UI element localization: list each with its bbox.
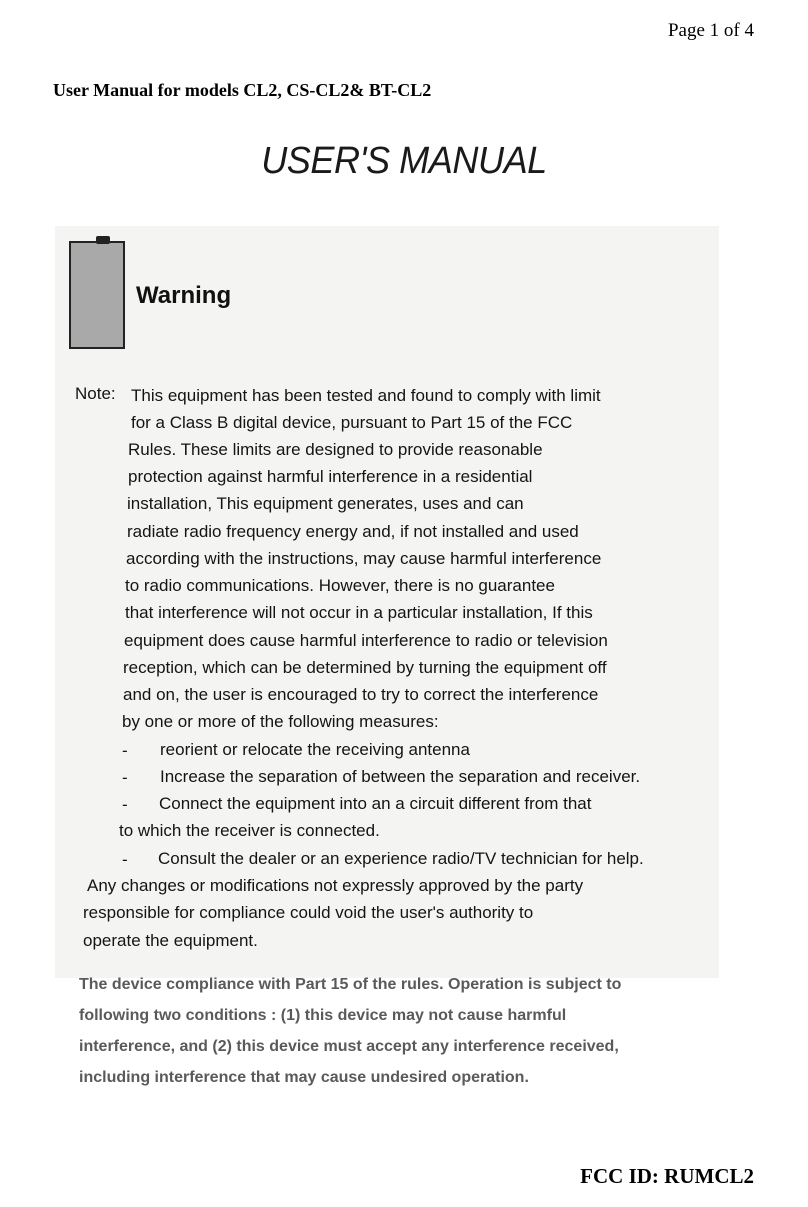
measure-dash: - [122,850,128,869]
warning-title: Warning [136,282,232,309]
note-line: protection against harmful interference in a residential [128,467,533,486]
note-line: Rules. These limits are designed to provide reasonable [128,440,543,459]
measure-item: Consult the dealer or an experience radio/TV technician for help. [158,849,644,868]
fcc-id: FCC ID: RUMCL2 [580,1164,754,1188]
changes-line: operate the equipment. [83,931,258,950]
note-line: by one or more of the following measures: [122,712,439,731]
measure-continuation: to which the receiver is connected. [119,821,380,840]
note-line: This equipment has been tested and found to comply with limit [131,386,601,405]
page-number: Page 1 of 4 [667,20,754,41]
measure-item: Connect the equipment into an a circuit different from that [159,794,592,813]
note-line: installation, This equipment generates, uses and can [127,494,524,513]
note-line: for a Class B digital device, pursuant to Part 15 of the FCC [131,413,573,432]
changes-line: responsible for compliance could void the user's authority to [83,903,534,922]
note-line: and on, the user is encouraged to try to correct the interference [123,685,599,704]
compliance-line: interference, and (2) this device must accept any interference received, [79,1038,619,1055]
compliance-line: The device compliance with Part 15 of the rules. Operation is subject to [79,976,622,993]
note-line: equipment does cause harmful interference to radio or television [124,631,608,650]
note-line: radiate radio frequency energy and, if not installed and used [127,522,579,541]
note-line: to radio communications. However, there is no guarantee [125,576,555,595]
measure-item: Increase the separation of between the separation and receiver. [160,767,641,786]
measure-dash: - [122,741,128,760]
measure-dash: - [122,795,128,814]
measure-item: reorient or relocate the receiving antenna [160,740,470,759]
changes-line: Any changes or modifications not expressly approved by the party [87,876,584,895]
compliance-line: including interference that may cause undesired operation. [79,1069,529,1086]
measure-dash: - [122,768,128,787]
warning-box-icon [69,241,125,349]
note-label: Note: [75,384,116,403]
warning-pin-icon [96,236,110,244]
note-line: according with the instructions, may cause harmful interference [126,549,602,568]
note-line: reception, which can be determined by turning the equipment off [123,658,607,677]
manual-title: USER'S MANUAL [261,140,547,182]
compliance-line: following two conditions : (1) this device may not cause harmful [79,1007,567,1024]
note-line: that interference will not occur in a particular installation, If this [125,603,593,622]
document-header: User Manual for models CL2, CS-CL2& BT-CL2 [53,80,432,100]
